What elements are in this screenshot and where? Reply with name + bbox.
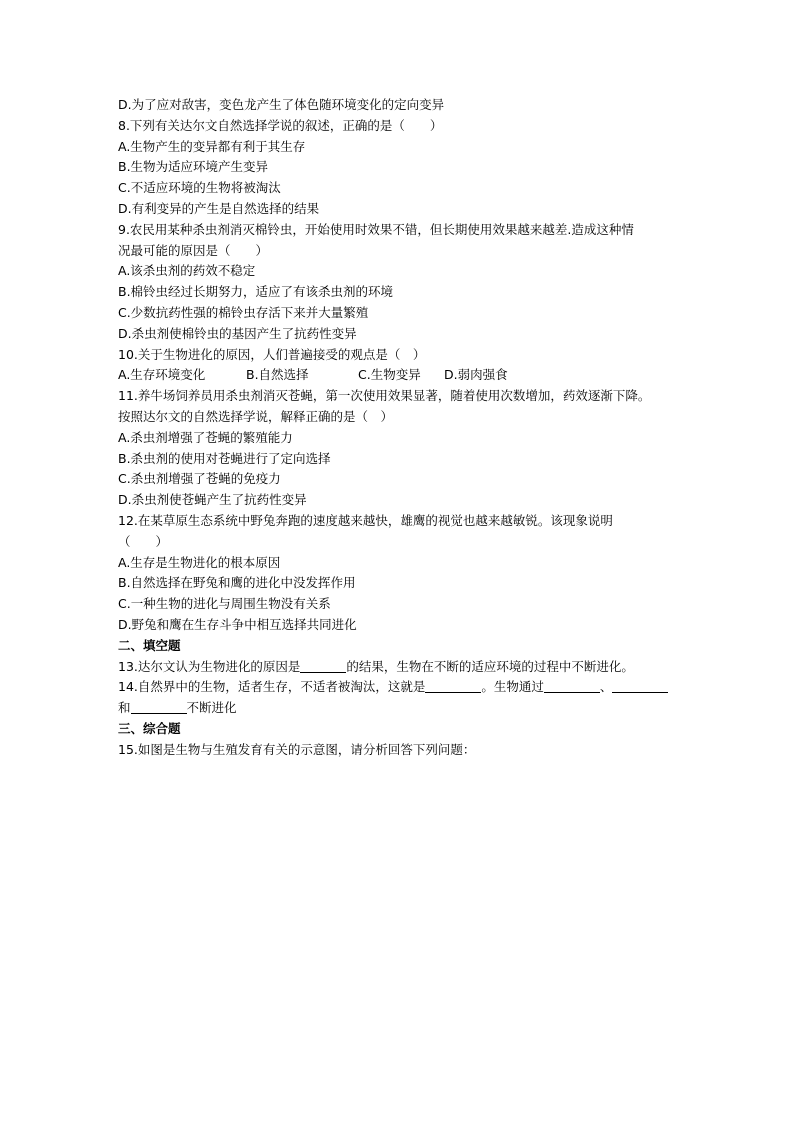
question-11-cont: 按照达尔文的自然选择学说，解释正确的是（ ）	[118, 408, 394, 424]
option-line: D.有利变异的产生是自然选择的结果	[118, 200, 320, 216]
option-line: A.生存是生物进化的根本原因	[118, 554, 281, 570]
option-c: C.生物变异	[358, 367, 421, 383]
option-line: D.杀虫剂使苍蝇产生了抗药性变异	[118, 492, 307, 508]
answer-blank[interactable]	[544, 678, 600, 693]
option-line: D.野兔和鹰在生存斗争中相互选择共同进化	[118, 616, 357, 632]
question-9-cont: 况最可能的原因是（ ）	[118, 242, 269, 258]
worksheet-page	[118, 95, 703, 761]
option-line: B.杀虫剂的使用对苍蝇进行了定向选择	[118, 450, 331, 466]
option-line: C.不适应环境的生物将被淘汰	[118, 180, 281, 196]
option-line: D.杀虫剂使棉铃虫的基因产生了抗药性变异	[118, 325, 357, 341]
answer-blank[interactable]	[612, 678, 668, 693]
answer-blank[interactable]	[300, 658, 346, 673]
option-line: C.少数抗药性强的棉铃虫存活下来并大量繁殖	[118, 304, 369, 320]
question-15: 15.如图是生物与生殖发育有关的示意图，请分析回答下列问题：	[118, 741, 476, 757]
question-12-cont: （ ）	[118, 533, 169, 549]
answer-blank[interactable]	[131, 699, 187, 714]
question-14-cont: 和 不断进化	[118, 700, 237, 716]
question-8: 8.下列有关达尔文自然选择学说的叙述，正确的是（ ）	[118, 117, 443, 133]
section-2-title: 二、填空题	[118, 637, 181, 653]
section-3-title: 三、综合题	[118, 720, 181, 736]
option-line: C.杀虫剂增强了苍蝇的免疫力	[118, 471, 281, 487]
option-line: A.生物产生的变异都有利于其生存	[118, 138, 306, 154]
question-11: 11.养牛场饲养员用杀虫剂消灭苍蝇，第一次使用效果显著，随着使用次数增加，药效逐渐下降。	[118, 388, 651, 404]
option-line: B.棉铃虫经过长期努力，适应了有该杀虫剂的环境	[118, 284, 394, 300]
question-12: 12.在某草原生态系统中野兔奔跑的速度越来越快，雄鹰的视觉也越来越敏锐。该现象说明	[118, 512, 613, 528]
option-line: A.杀虫剂增强了苍蝇的繁殖能力	[118, 429, 293, 445]
question-10-options	[118, 365, 703, 386]
text-line: D.为了应对敌害，变色龙产生了体色随环境变化的定向变异	[118, 97, 445, 112]
option-line: A.该杀虫剂的药效不稳定	[118, 263, 256, 279]
question-10: 10.关于生物进化的原因，人们普遍接受的观点是（ ）	[118, 346, 426, 362]
answer-blank[interactable]	[425, 678, 481, 693]
question-9: 9.农民用某种杀虫剂消灭棉铃虫，开始使用时效果不错，但长期使用效果越来越差.造成这种情	[118, 221, 634, 237]
option-b: B.自然选择	[246, 367, 309, 383]
option-a: A.生存环境变化	[118, 367, 206, 383]
option-line: B.生物为适应环境产生变异	[118, 159, 269, 175]
question-14: 14.自然界中的生物，适者生存，不适者被淘汰，这就是 。生物通过 、	[118, 677, 703, 698]
option-line: C.一种生物的进化与周围生物没有关系	[118, 596, 331, 612]
option-line: B.自然选择在野兔和鹰的进化中没发挥作用	[118, 575, 356, 591]
option-d: D.弱肉强食	[444, 367, 508, 383]
question-13: 13.达尔文认为生物进化的原因是 的结果，生物在不断的适应环境的过程中不断进化。	[118, 658, 634, 674]
